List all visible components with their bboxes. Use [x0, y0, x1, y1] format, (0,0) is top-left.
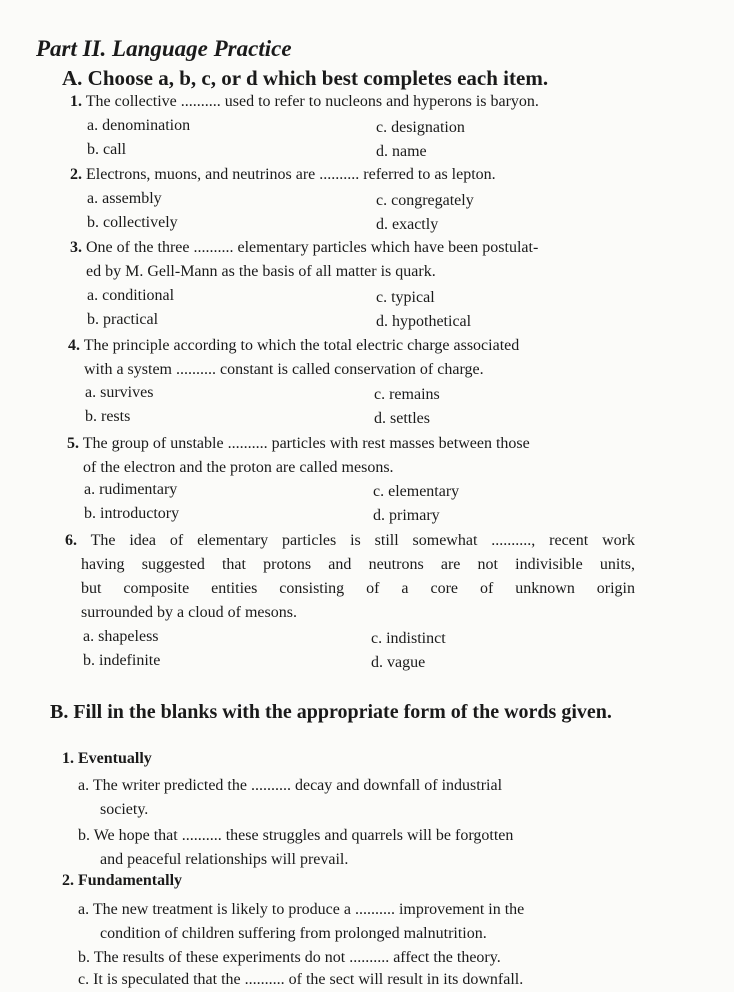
question-text-line-2: ed by M. Gell-Mann as the basis of all matter is quark. — [86, 263, 436, 280]
question-1 — [70, 90, 539, 114]
item-2b-line-1: b. The results of these experiments do not .......... affect the theory. — [78, 949, 501, 966]
item-1b-line-2: and peaceful relationships will prevail. — [100, 851, 349, 868]
item-2c-line-1: c. It is speculated that the .......... of the sect will result in its downfall. — [78, 971, 524, 988]
option-c: c. elementary — [373, 483, 460, 500]
item-2c — [78, 968, 638, 992]
option-a: a. survives — [85, 384, 154, 401]
question-number: 4. — [68, 337, 80, 354]
question-text: The collective .......... used to refer to nucleons and hyperons is baryon. — [85, 93, 539, 110]
option-b: b. practical — [87, 311, 159, 328]
option-a: a. rudimentary — [84, 481, 178, 498]
item-1a-line-2: society. — [100, 801, 149, 818]
item-2a-line-2: condition of children suffering from prolonged malnutrition. — [100, 925, 487, 942]
option-c: c. typical — [376, 289, 435, 306]
option-a: a. assembly — [87, 190, 162, 207]
question-text-line-2: with a system .......... constant is called conservation of charge. — [84, 361, 484, 378]
option-d: d. hypothetical — [376, 313, 472, 330]
option-c: c. congregately — [376, 192, 474, 209]
section-b-title: B. Fill in the blanks with the appropriate form of the words given. — [50, 701, 612, 723]
option-d: d. vague — [371, 654, 426, 671]
question-5 — [67, 432, 635, 480]
question-number: 6. — [65, 532, 77, 549]
item-1a — [78, 774, 632, 822]
item-1b — [78, 824, 632, 872]
option-b: b. call — [87, 141, 127, 158]
item-2b — [78, 946, 632, 970]
question-number: 3. — [70, 239, 82, 256]
option-c: c. designation — [376, 119, 465, 136]
option-a: a. shapeless — [83, 628, 159, 645]
option-b: b. collectively — [87, 214, 178, 231]
question-text-line-1: The group of unstable .......... particles with rest masses between those — [82, 435, 530, 452]
question-text: Electrons, muons, and neutrinos are .......... referred to as lepton. — [86, 166, 496, 183]
question-4 — [68, 334, 636, 382]
option-b: b. indefinite — [83, 652, 161, 669]
item-1b-line-1: b. We hope that .......... these struggles and quarrels will be forgotten — [78, 827, 514, 844]
option-c: c. remains — [374, 386, 440, 403]
question-text-line-2: having suggested that protons and neutrons are not indivisible units, — [81, 556, 635, 573]
part-title: Part II. Language Practice — [36, 36, 292, 61]
option-d: d. settles — [374, 410, 430, 427]
question-6 — [65, 529, 635, 625]
option-c: c. indistinct — [371, 630, 446, 647]
option-d: d. primary — [373, 507, 440, 524]
option-d: d. name — [376, 143, 427, 160]
option-a: a. conditional — [87, 287, 175, 304]
section-a-title: A. Choose a, b, c, or d which best completes each item. — [62, 66, 549, 90]
item-1a-line-1: a. The writer predicted the .......... decay and downfall of industrial — [78, 777, 503, 794]
word-head-2: 2. Fundamentally — [62, 872, 183, 889]
question-text-line-3: but composite entities consisting of a core of unknown origin — [81, 580, 635, 597]
question-text-line-2: of the electron and the proton are called mesons. — [83, 459, 394, 476]
option-a: a. denomination — [87, 117, 191, 134]
question-text-line-1: The principle according to which the total electric charge associated — [83, 337, 520, 354]
item-2a-line-1: a. The new treatment is likely to produce a .......... improvement in the — [78, 901, 525, 918]
question-number: 5. — [67, 435, 79, 452]
question-2 — [70, 163, 496, 187]
option-b: b. rests — [85, 408, 131, 425]
option-d: d. exactly — [376, 216, 439, 233]
question-text-line-1: The idea of elementary particles is still somewhat .........., recent work — [90, 532, 635, 549]
word-head-1: 1. Eventually — [62, 750, 152, 767]
item-2a — [78, 898, 632, 946]
question-text-line-1: One of the three .......... elementary particles which have been postulat- — [86, 239, 539, 256]
question-number: 1. — [70, 93, 82, 110]
question-3 — [70, 236, 638, 284]
option-b: b. introductory — [84, 505, 180, 522]
question-text-line-4: surrounded by a cloud of mesons. — [81, 604, 297, 621]
question-number: 2. — [70, 166, 82, 183]
